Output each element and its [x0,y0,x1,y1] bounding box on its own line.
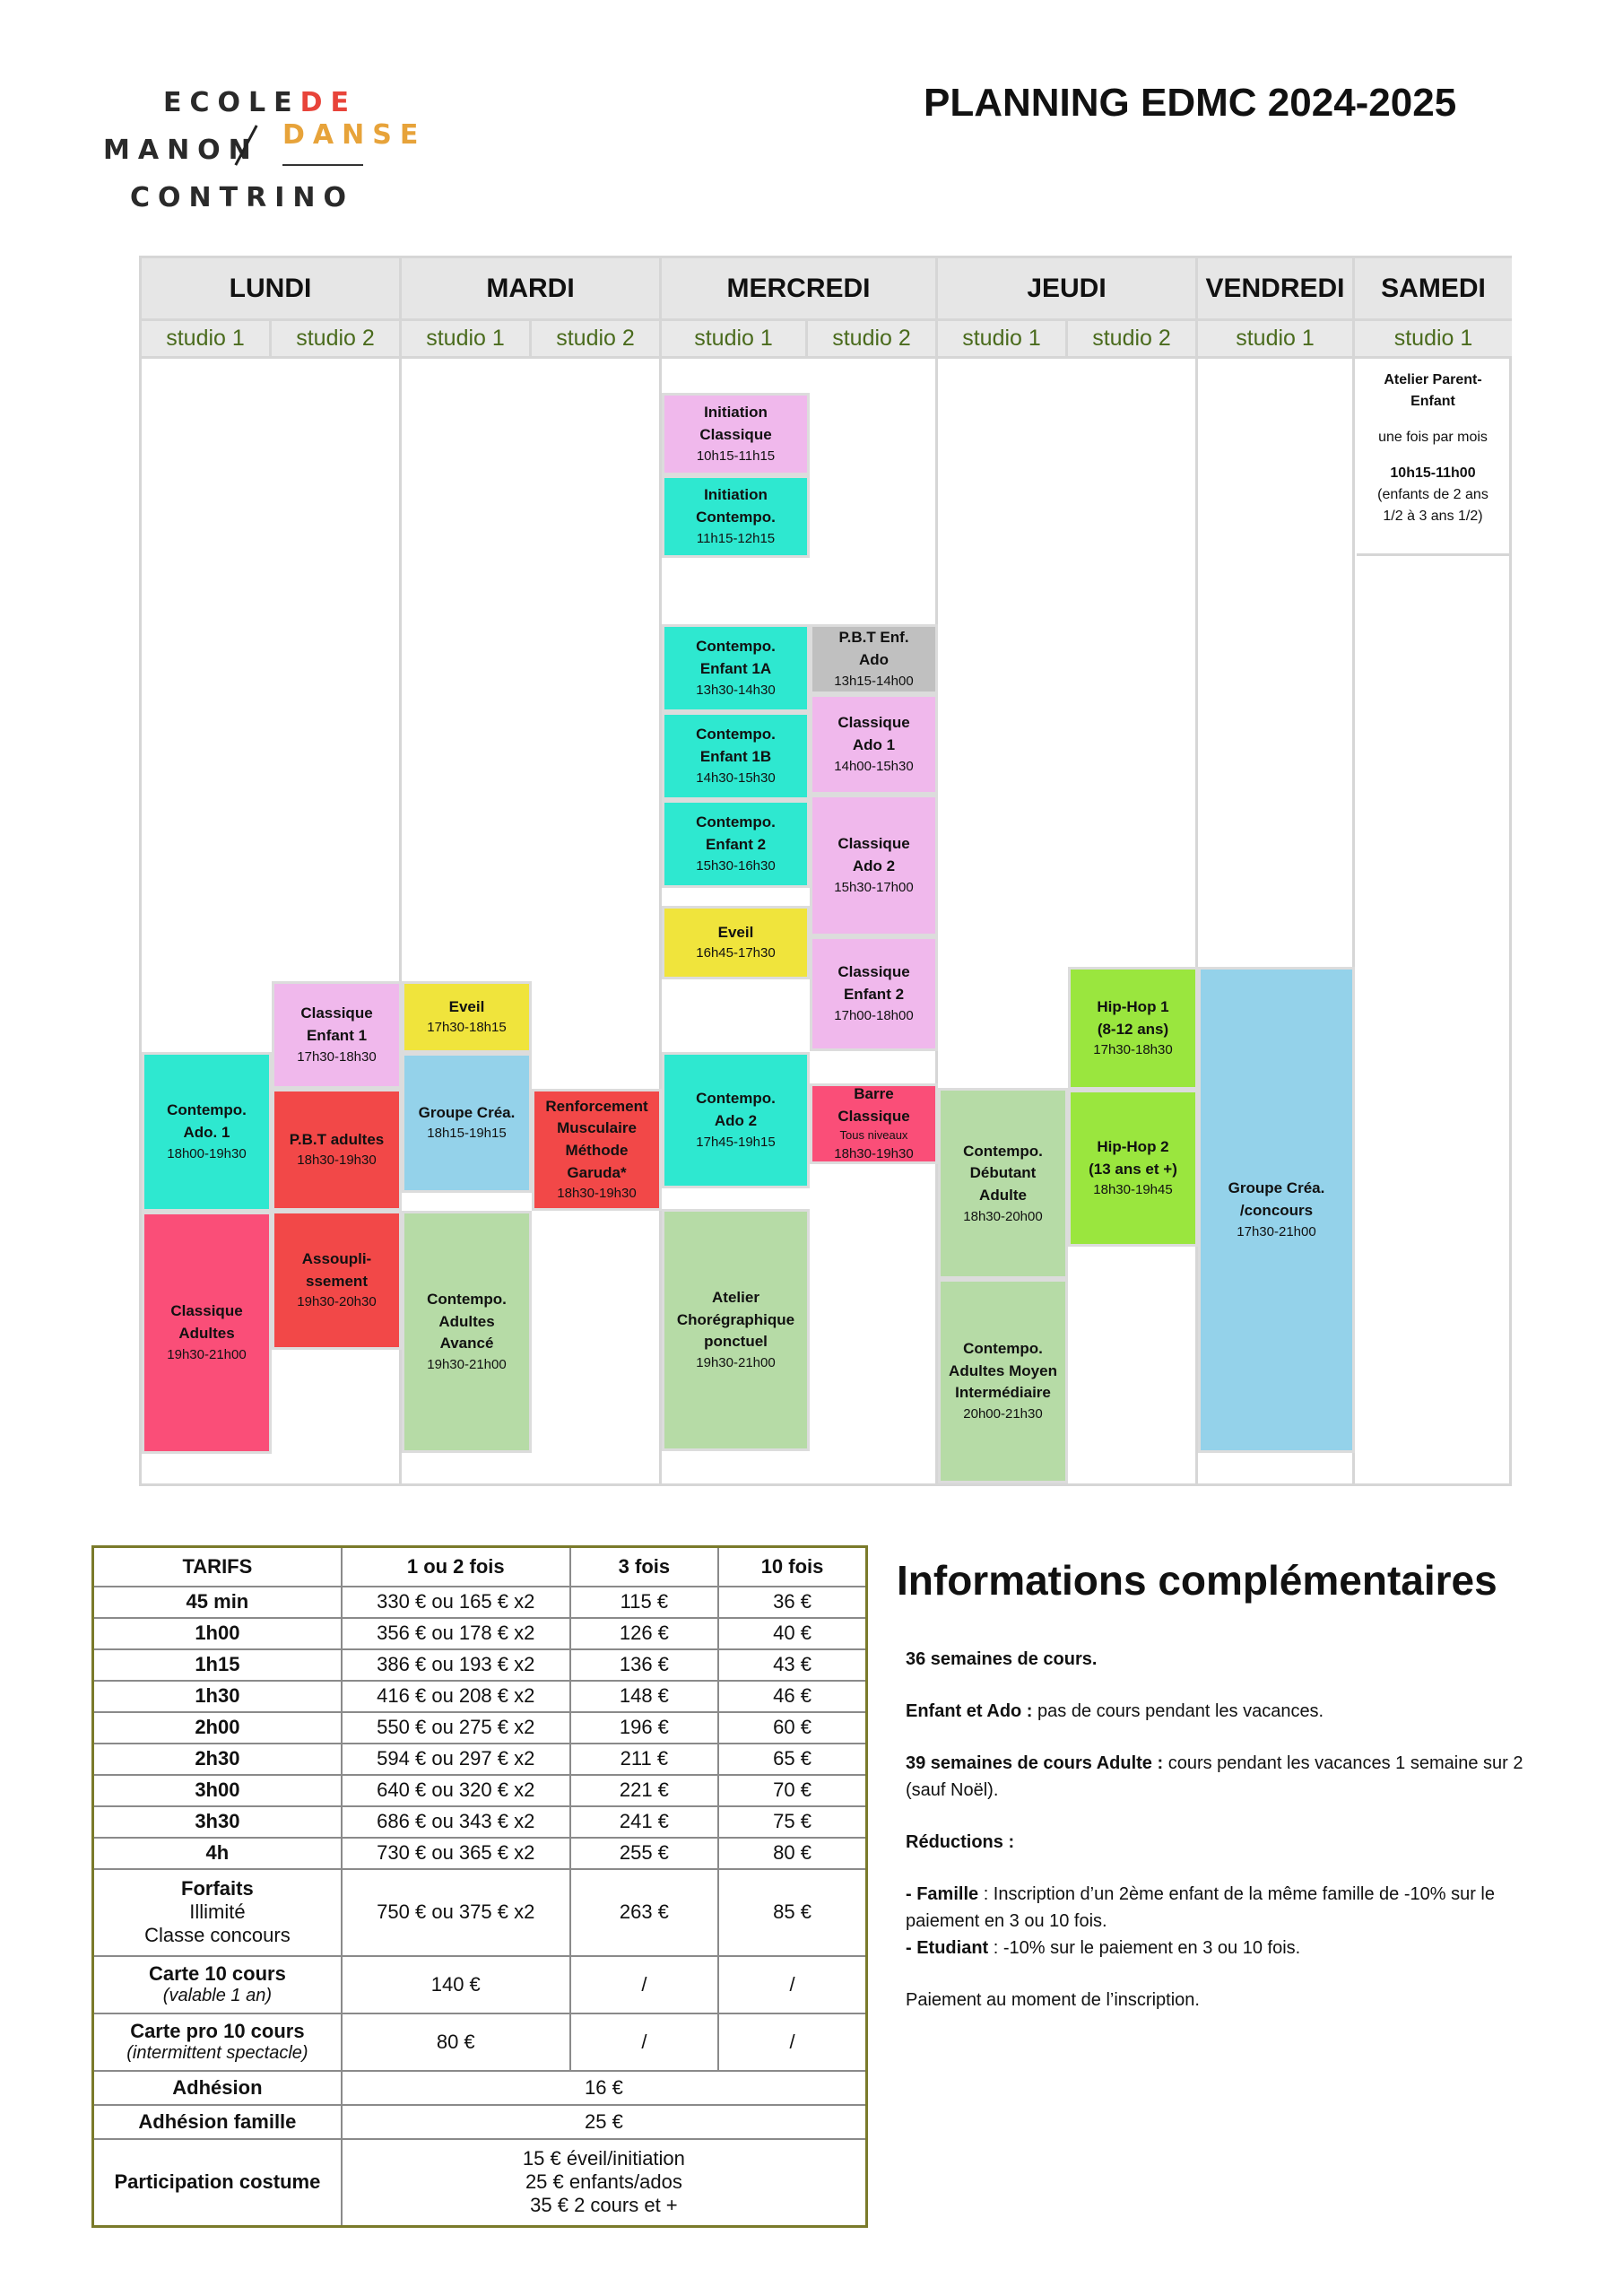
price-cell: 640 € ou 320 € x2 [342,1775,570,1806]
duration-cell: 45 min [93,1587,342,1618]
class-name: Renforcement Musculaire Méthode Garuda* [545,1097,648,1181]
info-famille-label: - Famille [906,1884,979,1904]
class-contempo-adultes-moyen [938,1279,1068,1483]
page-title: PLANNING EDMC 2024-2025 [924,81,1457,125]
costume-label: Participation costume [93,2139,342,2227]
price-cell: 126 € [570,1618,718,1649]
price-cell: 750 € ou 375 € x2 [342,1869,570,1956]
studio-header: studio 2 [272,321,402,359]
class-renforcement-musculaire [532,1089,662,1211]
price-cell: 730 € ou 365 € x2 [342,1838,570,1869]
class-time: 19h30-20h30 [297,1294,377,1310]
table-row [93,1587,867,1618]
class-name: Classique Ado 1 [838,714,910,754]
class-time: 17h45-19h15 [696,1134,776,1150]
studio-header: studio 2 [1068,321,1198,359]
day-samedi: SAMEDI [1355,258,1512,321]
class-contempo-enfant-2 [662,800,810,888]
table-row-adhesion [93,2071,867,2105]
samedi-freq: une fois par mois [1378,430,1488,445]
school-logo [99,85,427,220]
class-time: 13h15-14h00 [834,673,914,689]
class-time: 18h30-19h30 [557,1186,637,1202]
class-name: Eveil [448,997,485,1015]
class-initiation-contempo [662,475,810,558]
class-name: Contempo. Enfant 1A [696,638,776,678]
price-cell: 356 € ou 178 € x2 [342,1618,570,1649]
carte10-title: Carte 10 cours [148,1962,286,1985]
price-cell: / [570,1956,718,2013]
class-time: 19h30-21h00 [167,1346,247,1362]
class-time: 18h30-19h30 [834,1146,914,1162]
logo-ecole: ECOLEDE [163,87,358,118]
class-groupe-crea-mardi [402,1053,532,1193]
logo-manon: MANON [103,135,259,166]
forfaits-title: Forfaits [181,1877,254,1900]
logo-underline [282,164,363,166]
samedi-title: Atelier Parent-Enfant [1384,372,1482,409]
class-name: P.B.T adultes [289,1130,385,1148]
day-lundi: LUNDI [142,258,402,321]
studio-header: studio 1 [142,321,272,359]
price-cell: 85 € [718,1869,866,1956]
info-enfant-label: Enfant et Ado : [906,1701,1033,1721]
class-hiphop-2 [1068,1090,1198,1247]
studio-header: studio 2 [532,321,662,359]
class-name: P.B.T Enf. Ado [838,629,909,669]
class-groupe-crea-vendredi [1198,967,1355,1453]
class-name: Contempo. Adultes Avancé [427,1291,507,1352]
class-name: Initiation Classique [699,404,772,444]
class-barre-classique [810,1083,938,1164]
table-row [93,1838,867,1869]
class-name: Classique Enfant 1 [300,1004,373,1045]
class-time: 17h30-18h15 [427,1020,507,1036]
cartepro-title: Carte pro 10 cours [130,2020,305,2042]
adhesion-label: Adhésion [93,2071,342,2105]
class-classique-ado-1 [810,694,938,795]
class-pbt-adultes [272,1089,402,1211]
price-cell: 46 € [718,1681,866,1712]
info-weeks: 36 semaines de cours. [906,1649,1098,1669]
table-row-adhesion-famille [93,2105,867,2139]
class-contempo-debutant-adulte [938,1088,1068,1279]
logo-contrino: CONTRINO [130,182,354,213]
class-time: 17h30-18h30 [1093,1042,1173,1058]
class-name: Contempo. Ado 2 [696,1090,776,1130]
info-famille-text: : Inscription d’un 2ème enfant de la même famille de -10% sur le paiement en 3 ou 10 fois. [906,1884,1495,1931]
price-cell: 211 € [570,1744,718,1775]
studio-header: studio 1 [662,321,808,359]
duration-cell: 2h00 [93,1712,342,1744]
price-cell: 221 € [570,1775,718,1806]
samedi-atelier [1357,359,1509,556]
price-cell: 255 € [570,1838,718,1869]
logo-danse: DANSE [282,119,427,151]
class-name: Contempo. Débutant Adulte [963,1142,1043,1204]
class-time: 15h30-16h30 [696,857,776,874]
costume-value [342,2139,867,2227]
info-etudiant-text: : -10% sur le paiement en 3 ou 10 fois. [988,1938,1301,1958]
price-cell: 263 € [570,1869,718,1956]
class-classique-enfant-1 [272,981,402,1089]
class-name: Hip-Hop 1 (8-12 ans) [1097,997,1169,1038]
table-row [93,1712,867,1744]
class-time: 14h30-15h30 [696,770,776,786]
table-row [93,1806,867,1838]
costume-line: 25 € enfants/ados [525,2170,682,2194]
samedi-time: 10h15-11h00 [1390,465,1476,481]
class-name: Assoupli-ssement [301,1249,372,1290]
info-paiement: Paiement au moment de l’inscription. [906,1990,1200,2010]
table-header: 3 fois [570,1547,718,1587]
class-name: Hip-Hop 2 (13 ans et +) [1089,1137,1177,1178]
class-contempo-ado-1 [142,1052,272,1212]
forfaits-cell [93,1869,342,1956]
day-vendredi: VENDREDI [1198,258,1355,321]
class-name: Eveil [717,923,754,941]
studio-header: studio 1 [1355,321,1512,359]
class-name: Classique Ado 2 [838,835,910,875]
info-adulte-label: 39 semaines de cours Adulte : [906,1753,1164,1773]
class-time: 14h00-15h30 [834,758,914,774]
info-adulte-text: cours pendant les vacances 1 semaine sur 2 (sauf Noël). [906,1753,1523,1800]
class-contempo-enfant-1a [662,624,810,712]
table-row-costume [93,2139,867,2227]
forfaits-concours: Classe concours [144,1924,291,1946]
price-cell: 140 € [342,1956,570,2013]
class-name: Contempo. Enfant 1B [696,726,776,766]
class-eveil-mardi [402,981,532,1053]
studio-header: studio 1 [938,321,1068,359]
costume-line: 35 € 2 cours et + [530,2194,678,2217]
class-time: 20h00-21h30 [963,1406,1043,1422]
cartepro-cell [93,2013,342,2071]
class-contempo-enfant-1b [662,712,810,800]
day-jeudi: JEUDI [938,258,1198,321]
cartepro-sub: (intermittent spectacle) [126,2043,308,2063]
class-time: 17h30-21h00 [1237,1223,1316,1239]
table-row [93,1681,867,1712]
class-pbt-enf-ado [810,624,938,694]
day-mardi: MARDI [402,258,662,321]
price-cell: / [718,2013,866,2071]
price-cell: 60 € [718,1712,866,1744]
class-contempo-adultes-avance [402,1211,532,1453]
class-name: Classique Adultes [170,1302,243,1343]
table-row-carte10 [93,1956,867,2013]
studio-header: studio 1 [402,321,532,359]
tarifs-table [91,1545,868,2228]
info-enfant-text: pas de cours pendant les vacances. [1032,1701,1324,1721]
price-cell: 65 € [718,1744,866,1775]
adhesion-famille-value: 25 € [342,2105,867,2139]
class-time: 17h30-18h30 [297,1048,377,1065]
class-contempo-ado-2 [662,1052,810,1188]
class-name: Contempo. Enfant 2 [696,813,776,854]
duration-cell: 1h15 [93,1649,342,1681]
info-etudiant-label: - Etudiant [906,1938,989,1958]
class-time: 17h00-18h00 [834,1007,914,1023]
class-time: 18h00-19h30 [167,1145,247,1161]
info-title: Informations complémentaires [897,1557,1497,1604]
price-cell: 80 € [718,1838,866,1869]
table-row [93,1775,867,1806]
class-time: 18h30-20h00 [963,1208,1043,1224]
price-cell: / [570,2013,718,2071]
table-header: 1 ou 2 fois [342,1547,570,1587]
table-row-forfaits [93,1869,867,1956]
class-classique-ado-2 [810,795,938,936]
class-time: 18h30-19h30 [297,1152,377,1169]
adhesion-famille-label: Adhésion famille [93,2105,342,2139]
duration-cell: 1h00 [93,1618,342,1649]
price-cell: / [718,1956,866,2013]
info-reductions: Réductions : [906,1832,1015,1852]
price-cell: 196 € [570,1712,718,1744]
forfaits-illimite: Illimité [189,1900,246,1923]
class-atelier-choregraphique [662,1209,810,1451]
price-cell: 386 € ou 193 € x2 [342,1649,570,1681]
class-name: Classique Enfant 2 [838,963,910,1004]
price-cell: 80 € [342,2013,570,2071]
class-eveil-mercredi [662,906,810,979]
class-time: 19h30-21h00 [427,1357,507,1373]
carte10-cell [93,1956,342,2013]
duration-cell: 4h [93,1838,342,1869]
price-cell: 70 € [718,1775,866,1806]
carte10-sub: (valable 1 an) [162,1986,272,2005]
price-cell: 686 € ou 343 € x2 [342,1806,570,1838]
class-time: 19h30-21h00 [696,1355,776,1371]
duration-cell: 1h30 [93,1681,342,1712]
table-row [93,1744,867,1775]
price-cell: 594 € ou 297 € x2 [342,1744,570,1775]
adhesion-value: 16 € [342,2071,867,2105]
class-initiation-classique [662,393,810,475]
price-cell: 416 € ou 208 € x2 [342,1681,570,1712]
price-cell: 75 € [718,1806,866,1838]
price-cell: 43 € [718,1649,866,1681]
class-name: Atelier Chorégraphique ponctuel [676,1289,795,1351]
samedi-note: (enfants de 2 ans 1/2 à 3 ans 1/2) [1377,487,1488,524]
class-time: 15h30-17h00 [834,879,914,895]
schedule-grid [139,256,1512,1486]
price-cell: 550 € ou 275 € x2 [342,1712,570,1744]
class-hiphop-1 [1068,967,1198,1090]
table-row-cartepro [93,2013,867,2071]
class-time: 16h45-17h30 [696,945,776,961]
class-name: Contempo. Ado. 1 [167,1101,247,1142]
class-name: Barre Classique [838,1085,910,1125]
studio-header: studio 2 [808,321,938,359]
table-row [93,1618,867,1649]
costume-line: 15 € éveil/initiation [522,2147,685,2170]
info-text [906,1646,1533,2039]
class-time: 11h15-12h15 [696,530,776,546]
class-time: 18h15-19h15 [427,1126,507,1142]
price-cell: 115 € [570,1587,718,1618]
day-mercredi: MERCREDI [662,258,938,321]
price-cell: 36 € [718,1587,866,1618]
class-time: 10h15-11h15 [696,448,776,464]
price-cell: 40 € [718,1618,866,1649]
price-cell: 148 € [570,1681,718,1712]
class-time: 13h30-14h30 [696,682,776,698]
table-header: TARIFS [93,1547,342,1587]
price-cell: 136 € [570,1649,718,1681]
studio-header: studio 1 [1198,321,1355,359]
class-classique-enfant-2 [810,936,938,1051]
price-cell: 330 € ou 165 € x2 [342,1587,570,1618]
class-assouplissement [272,1211,402,1350]
class-name: Initiation Contempo. [696,486,776,526]
table-header: 10 fois [718,1547,866,1587]
table-row [93,1649,867,1681]
class-level: Tous niveaux [839,1128,908,1143]
duration-cell: 2h30 [93,1744,342,1775]
class-name: Groupe Créa. /concours [1228,1179,1325,1220]
class-classique-adultes [142,1212,272,1454]
class-name: Contempo. Adultes Moyen Intermédiaire [949,1340,1057,1402]
duration-cell: 3h30 [93,1806,342,1838]
price-cell: 241 € [570,1806,718,1838]
class-name: Groupe Créa. [418,1103,516,1121]
duration-cell: 3h00 [93,1775,342,1806]
class-time: 18h30-19h45 [1093,1182,1173,1198]
